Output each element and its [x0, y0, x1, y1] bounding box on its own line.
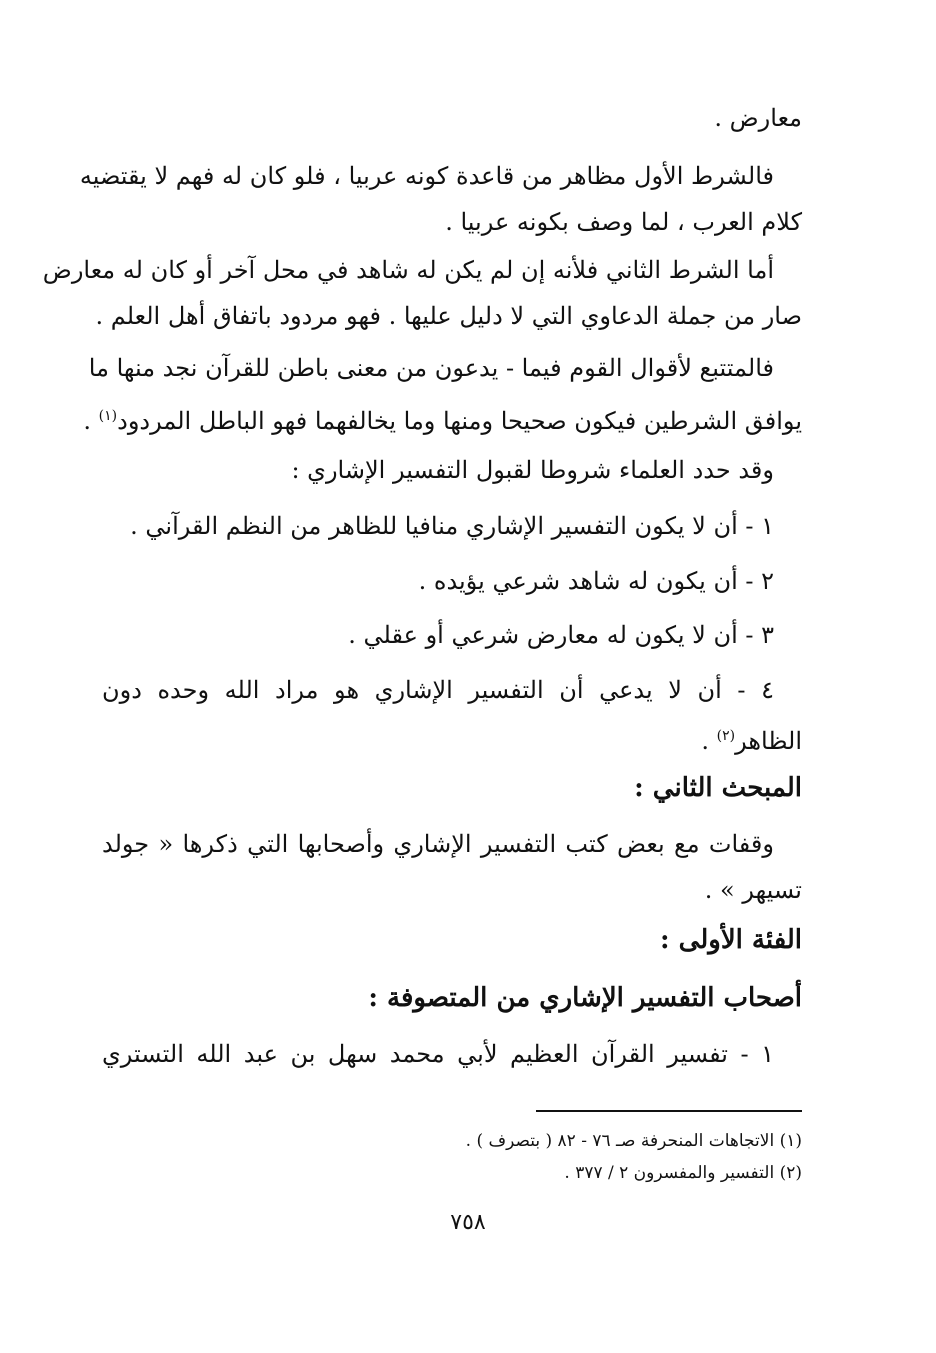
list-item: ١ - تفسير القرآن العظيم لأبي محمد سهل بن عبد الله التستري [102, 1040, 775, 1068]
text-span: . [701, 727, 717, 755]
text-line: معارض . [714, 104, 802, 132]
text-line [102, 718, 802, 759]
list-item: ٢ - أن يكون له شاهد شرعي يؤيده . [418, 567, 774, 595]
page-number: ٧٥٨ [450, 1210, 486, 1235]
text-span: يوافق الشرطين فيكون صحيحا ومنها وما يخالفهما فهو الباطل المردود [117, 407, 802, 435]
footnote-separator [536, 1110, 802, 1112]
text-line: فالمتتبع لأقوال القوم فيما - يدعون من معنى باطن للقرآن نجد منها ما [88, 354, 774, 382]
text-line [83, 398, 802, 439]
list-item: ٣ - أن لا يكون له معارض شرعي أو عقلي . [348, 621, 774, 649]
text-span: . [83, 407, 99, 435]
subheading: الفئة الأولى : [660, 925, 802, 955]
footnote: (١) الاتجاهات المنحرفة صـ ٧٦ - ٨٢ ( بتصرف ) . [465, 1131, 802, 1151]
footnote: (٢) التفسير والمفسرون ٢ / ٣٧٧ . [564, 1163, 802, 1183]
text-line: تسيهر » . [704, 876, 802, 904]
text-line: فالشرط الأول مظاهر من قاعدة كونه عربيا ، فلو كان له فهم لا يقتضيه [79, 162, 774, 190]
list-item: ١ - أن لا يكون التفسير الإشاري منافيا للظاهر من النظم القرآني . [130, 512, 774, 540]
text-span: الظاهر [735, 727, 802, 755]
text-line: وقفات مع بعض كتب التفسير الإشاري وأصحابها التي ذكرها « جولد [102, 830, 774, 858]
section-heading: المبحث الثاني : [634, 773, 802, 803]
list-item: ٤ - أن لا يدعي أن التفسير الإشاري هو مراد الله وحده دون [102, 676, 774, 704]
text-line: صار من جملة الدعاوي التي لا دليل عليها . فهو مردود باتفاق أهل العلم . [95, 302, 802, 330]
footnote-ref-1: (١) [98, 408, 118, 424]
text-line: كلام العرب ، لما وصف بكونه عربيا . [445, 208, 802, 236]
text-line: وقد حدد العلماء شروطا لقبول التفسير الإشاري : [291, 456, 774, 484]
subheading: أصحاب التفسير الإشاري من المتصوفة : [368, 983, 802, 1013]
footnote-ref-2: (٢) [716, 728, 736, 744]
text-line: أما الشرط الثاني فلأنه إن لم يكن له شاهد في محل آخر أو كان له معارض [42, 256, 774, 284]
